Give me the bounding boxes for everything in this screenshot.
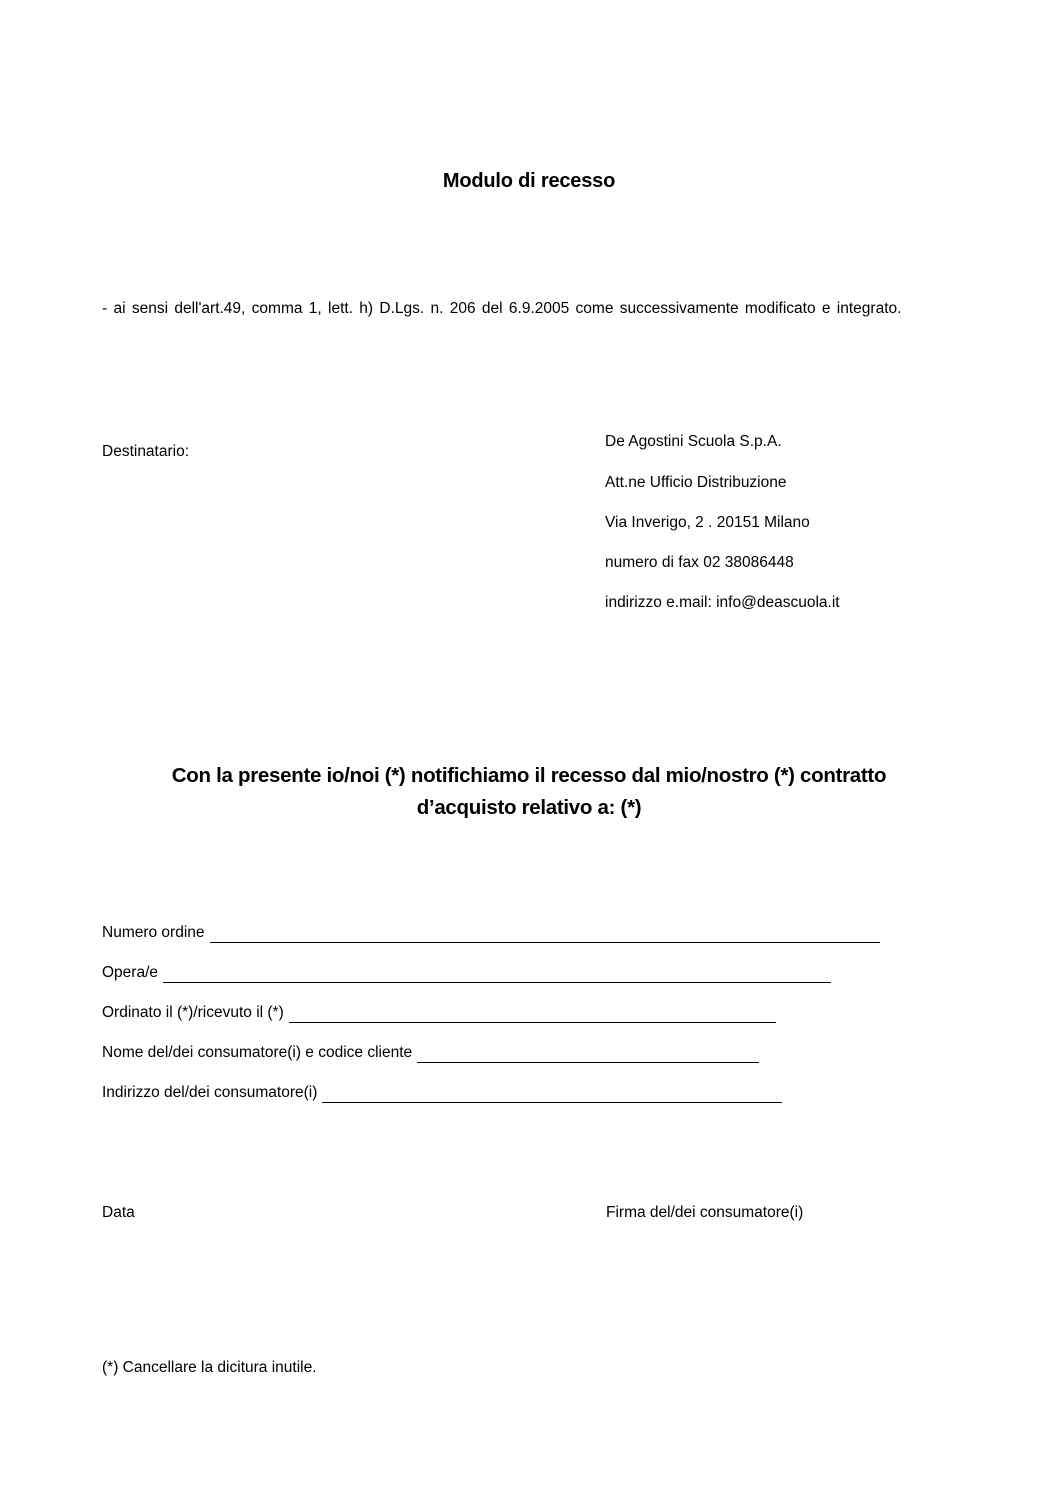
withdrawal-notice-line-2: d’acquisto relativo a: (*) — [416, 796, 642, 819]
document-title: Modulo di recesso — [442, 170, 616, 192]
recipient-company: De Agostini Scuola S.p.A. — [605, 433, 782, 450]
field-label: Numero ordine — [102, 924, 205, 941]
field-ordered-received — [102, 1003, 776, 1023]
consumer-address-input-line[interactable] — [322, 1086, 782, 1103]
field-label: Indirizzo del/dei consumatore(i) — [102, 1084, 318, 1101]
works-input-line[interactable] — [163, 966, 831, 983]
ordered-received-input-line[interactable] — [289, 1006, 776, 1023]
field-label: Nome del/dei consumatore(i) e codice cliente — [102, 1044, 413, 1061]
field-label: Opera/e — [102, 964, 159, 981]
field-works — [102, 963, 831, 983]
recipient-address: Via Inverigo, 2 . 20151 Milano — [605, 514, 810, 531]
field-order-number — [102, 923, 880, 943]
withdrawal-notice-line-1: Con la presente io/noi (*) notifichiamo il recesso dal mio/nostro (*) contratto — [171, 764, 887, 787]
field-consumer-name-code — [102, 1043, 759, 1063]
recipient-label: Destinatario: — [102, 443, 190, 460]
consumer-name-code-input-line[interactable] — [417, 1046, 759, 1063]
field-consumer-address — [102, 1083, 782, 1103]
legal-reference-paragraph: - ai sensi dell'art.49, comma 1, lett. h) D.Lgs. n. 206 del 6.9.2005 come successivamente modificato e integrato. — [102, 300, 902, 317]
order-number-input-line[interactable] — [210, 926, 880, 943]
withdrawal-notice-heading — [0, 760, 1058, 824]
recipient-attention: Att.ne Ufficio Distribuzione — [605, 474, 787, 491]
field-label: Ordinato il (*)/ricevuto il (*) — [102, 1004, 284, 1021]
recipient-fax: numero di fax 02 38086448 — [605, 554, 794, 571]
signature-label: Firma del/dei consumatore(i) — [606, 1204, 804, 1221]
date-label: Data — [102, 1204, 135, 1221]
recipient-email: indirizzo e.mail: info@deascuola.it — [605, 594, 840, 611]
footnote: (*) Cancellare la dicitura inutile. — [102, 1359, 317, 1376]
